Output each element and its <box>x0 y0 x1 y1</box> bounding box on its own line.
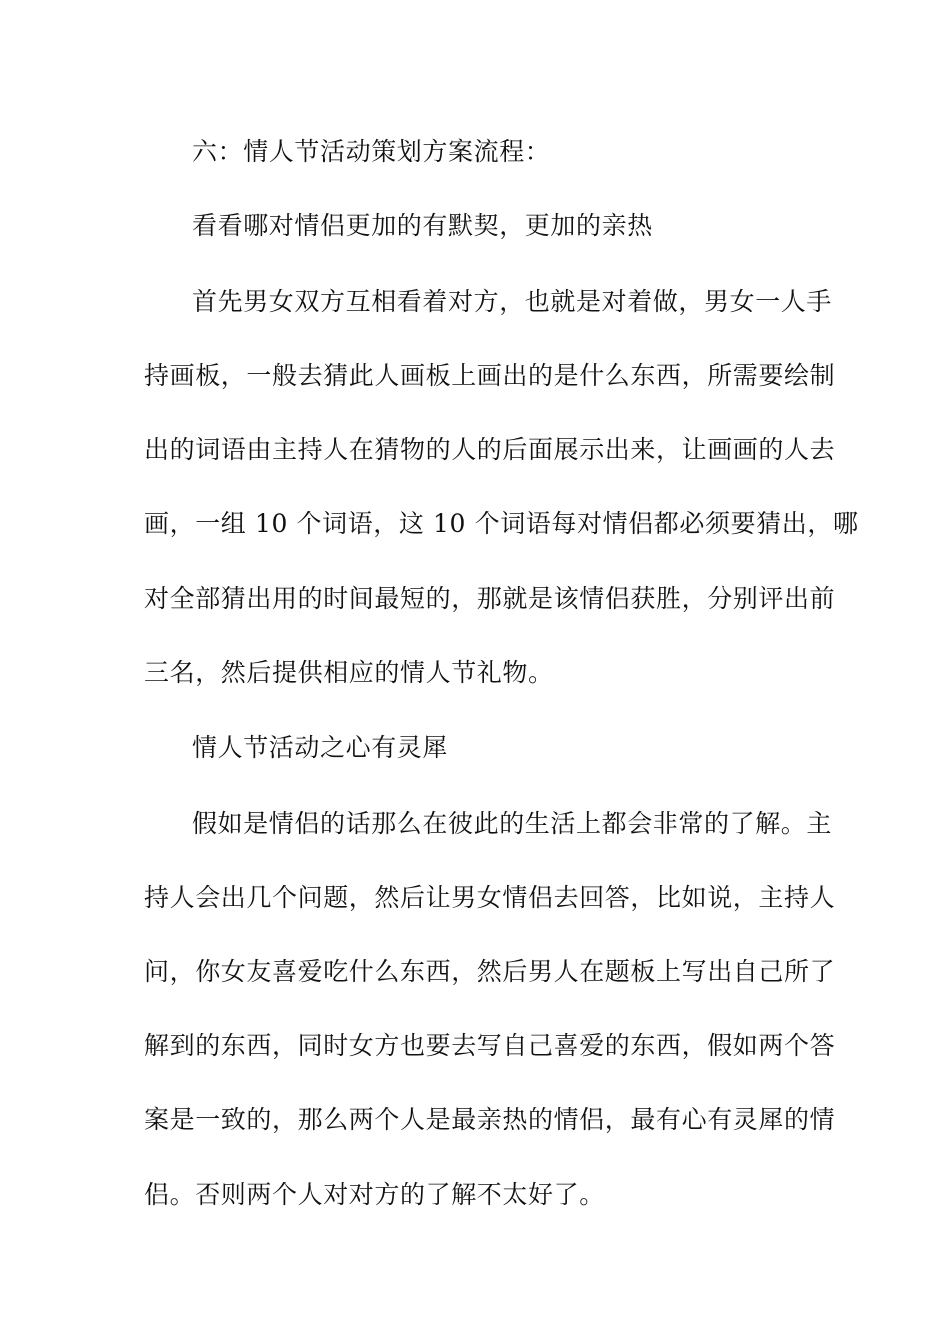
paragraph-line: 对全部猜出用的时间最短的，那就是该情侣获胜，分别评出前 <box>144 584 836 613</box>
paragraph-line: 持人会出几个问题，然后让男女情侣去回答，比如说，主持人 <box>144 883 836 912</box>
paragraph-line: 首先男女双方互相看着对方，也就是对着做，男女一人手 <box>192 287 833 316</box>
paragraph-line: 持画板，一般去猜此人画板上画出的是什么东西，所需要绘制 <box>144 361 836 390</box>
section-title: 情人节活动之心有灵犀 <box>192 733 449 762</box>
paragraph-line: 画，一组 10 个词语，这 10 个词语每对情侣都必须要猜出，哪 <box>144 509 859 538</box>
paragraph-line: 三名，然后提供相应的情人节礼物。 <box>144 658 554 687</box>
section-heading: 六：情人节活动策划方案流程： <box>192 137 551 166</box>
paragraph-line: 假如是情侣的话那么在彼此的生活上都会非常的了解。主 <box>192 809 833 838</box>
paragraph-line: 出的词语由主持人在猜物的人的后面展示出来，让画画的人去 <box>144 435 836 464</box>
paragraph-line: 解到的东西，同时女方也要去写自己喜爱的东西，假如两个答 <box>144 1031 836 1060</box>
paragraph-line: 侣。否则两个人对对方的了解不太好了。 <box>144 1180 605 1209</box>
paragraph-line: 问，你女友喜爱吃什么东西，然后男人在题板上写出自己所了 <box>144 957 836 986</box>
paragraph-line: 案是一致的，那么两个人是最亲热的情侣，最有心有灵犀的情 <box>144 1105 836 1134</box>
section-subheading: 看看哪对情侣更加的有默契，更加的亲热 <box>192 211 653 240</box>
